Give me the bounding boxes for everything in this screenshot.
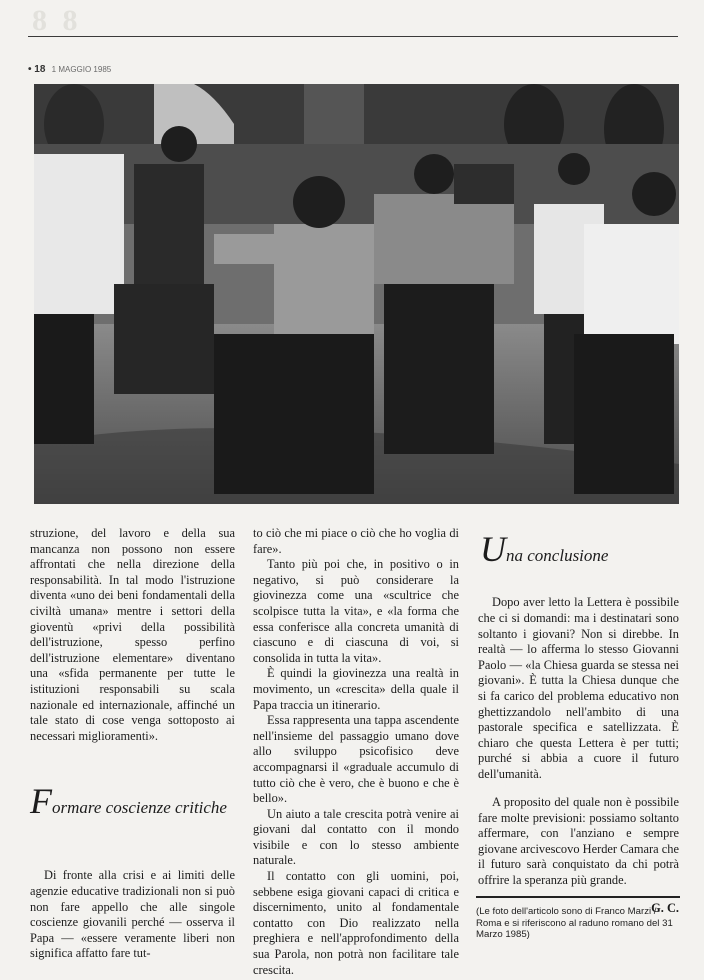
column-3-paragraph: A proposito del quale non è possibile fare molte previsioni: possiamo soltanto affermare, con l'anziano e sempre giovane arcivescovo Herder Camara che il futuro sarà conquistato da chi potrà offrire la speranza più grande. <box>478 794 679 887</box>
heading-drop-cap: F <box>30 781 52 821</box>
column-2-paragraph: È quindi la giovinezza una realtà in movimento, un «crescita» della quale il Papa traccia un itinerario. <box>253 666 459 712</box>
column-2-paragraph: Essa rappresenta una tappa ascendente nell'insieme del passaggio umano dove allo sviluppo psicofisico deve accompagnarsi il «graduale accumulo di tutto ciò che è vero, che è buono e che è bello». <box>253 713 459 806</box>
page-header <box>28 64 111 75</box>
column-1-bottom <box>30 856 235 974</box>
page-number: • 18 <box>28 64 46 75</box>
caption-rule <box>476 896 680 898</box>
top-rule <box>28 36 678 37</box>
column-2-paragraph: Il contatto con gli uomini, poi, sebbene esiga giovani capaci di critica e discernimento, unito al fondamentale contatto con Dio realizzato nella preghiera e nell'approfondimento della sua Parola, non potrà non facilitare tale crescita. <box>253 869 459 977</box>
column-2 <box>253 526 459 978</box>
author-signature: G. C. <box>651 900 679 915</box>
column-1-paragraph: struzione, del lavoro e della sua mancanza non possono non essere affrontati che nella direzione della responsabilità. In tal modo l'istruzione diventa «uno dei beni fondamentali della civiltà umana» mentre i settori della gioventù «privi della possibilità dell'istruzione, spesso perfino dell'istruzione elementare» diventano una «sfida permanente per tutte le istituzioni responsabili su scala nazionale ed internazionale, affinché un tale stato di cose venga sottoposto ai necessari miglioramenti». <box>30 526 235 743</box>
section-heading-conclusione <box>480 529 680 569</box>
article-photo <box>34 84 679 504</box>
faint-page-mark: 8 8 <box>32 4 82 37</box>
column-2-paragraph: Tanto più poi che, in positivo o in negativo, si può considerare la giovinezza come una «scultrice che scolpisce tutta la vita», e «la forma che essa conferisce alla concreta umanità di ciascuno e di ciascuna di voi, si consolida in tutta la vita». <box>253 557 459 665</box>
issue-date: 1 MAGGIO 1985 <box>51 65 112 74</box>
column-3-paragraph: Dopo aver letto la Lettera è possibile che ci si domandi: ma i destinatari sono soltanto i giovani? Non si direbbe. In realtà — lo afferma lo stesso Giovanni Paolo — «la Chiesa guarda se stessa nei giovani». È tutta la Chiesa dunque che si fa carico del problema educativo non ghettizzandolo nell'ambito di una pastorale specifica e satellizzata. È chiaro che questa Lettera è per tutti; purché si abbia a cuore il futuro dell'umanità. <box>478 595 679 781</box>
column-2-paragraph: Un aiuto a tale crescita potrà venire ai giovani dal contatto con il mondo visibile e con lo stesso ambiente naturale. <box>253 806 459 868</box>
column-1-top <box>30 526 235 744</box>
photo-illustration <box>34 84 679 504</box>
heading-text: na conclusione <box>506 546 609 565</box>
heading-drop-cap: U <box>480 529 506 569</box>
column-2-paragraph: to ciò che mi piace o ciò che ho voglia di fare». <box>253 526 459 556</box>
photo-caption: (Le foto dell'articolo sono di Franco Marzi / Roma e si riferiscono al raduno romano del 31 Marzo 1985) <box>476 906 673 940</box>
column-3 <box>478 583 679 929</box>
column-1-paragraph: Di fronte alla crisi e ai limiti delle agenzie educative tradizionali non si può non fare appello che alle singole coscienze giovanili perché — osserva il Papa — «essere veramente liberi non significa affatto fare tut- <box>30 868 235 961</box>
section-heading-formare <box>30 781 235 821</box>
heading-text: ormare coscienze critiche <box>52 798 227 817</box>
